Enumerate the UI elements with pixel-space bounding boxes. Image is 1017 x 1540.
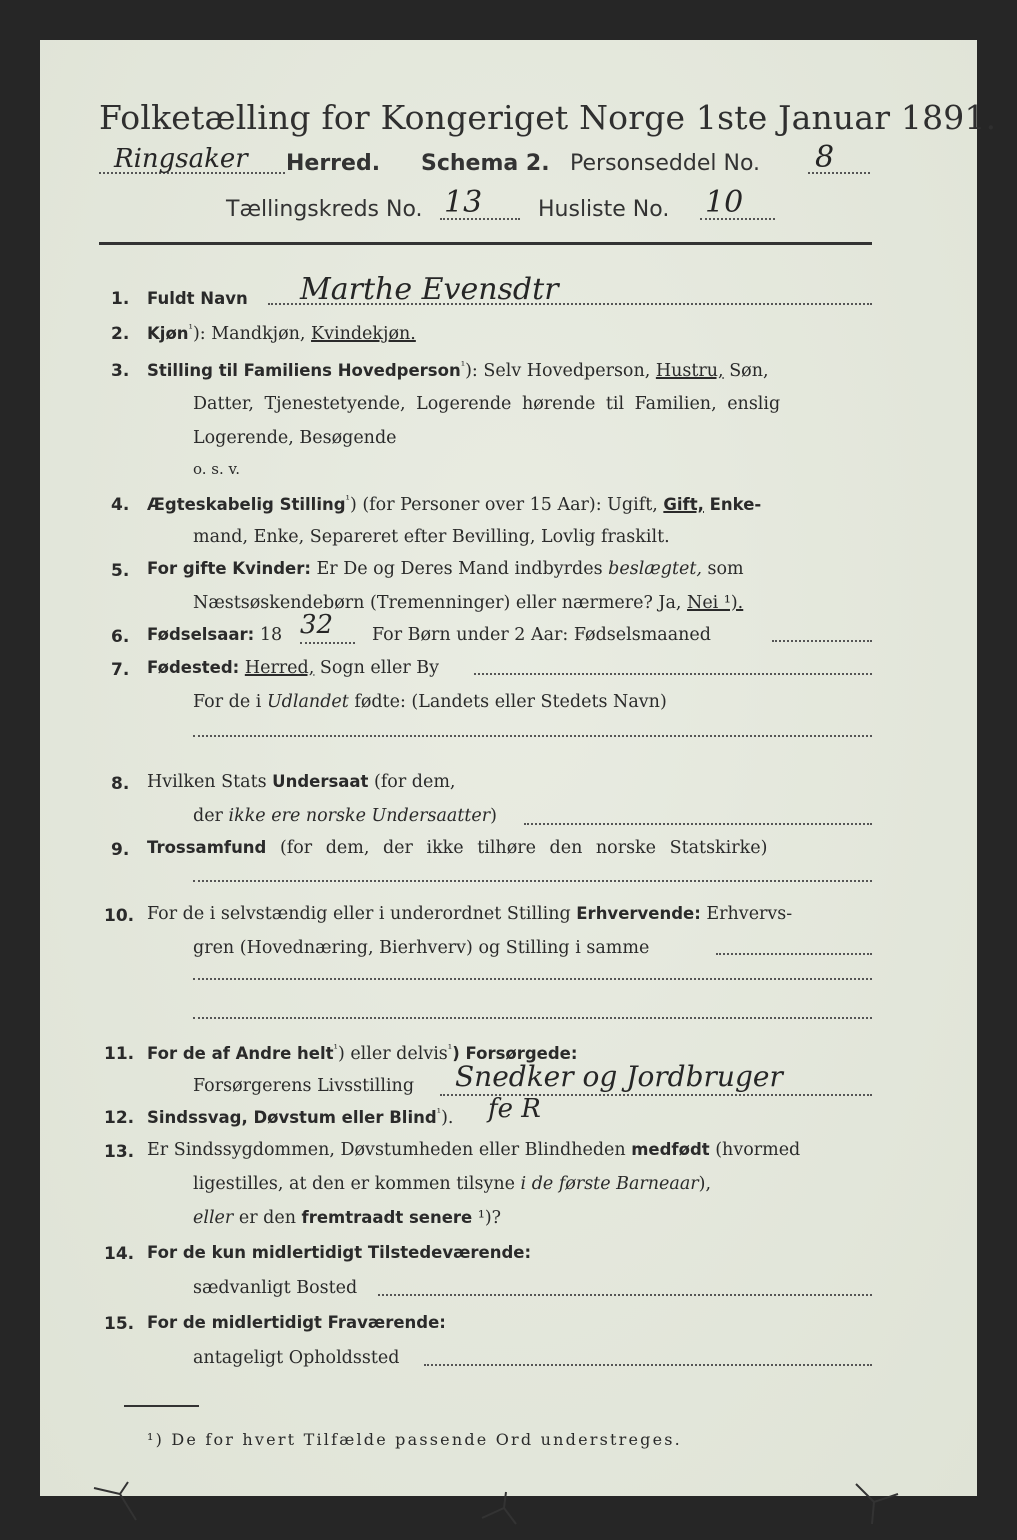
- husliste-dotted-line: [700, 218, 775, 220]
- q9-line-1: Trossamfund (for dem, der ikke tilhøre den norske Statskirke): [147, 838, 768, 858]
- q6-child-label: For Børn under 2 Aar: Fødselsmaaned: [372, 625, 711, 645]
- husliste-label: Husliste No.: [538, 197, 670, 222]
- q8-line-2: der ikke ere norske Undersaatter): [193, 806, 497, 826]
- q7-dotted-line: [474, 673, 872, 675]
- form-title: Folketælling for Kongeriget Norge 1ste Januar 1891.: [99, 98, 997, 137]
- q1-dotted-line: [268, 303, 872, 305]
- husliste-value: 10: [705, 185, 744, 220]
- personseddel-dotted-line: [808, 172, 870, 174]
- q3-line-4: o. s. v.: [193, 460, 240, 478]
- item-number-3: 3.: [111, 361, 130, 381]
- q15-dotted-line: [424, 1364, 872, 1366]
- q13-line-3: eller er den fremtraadt senere ¹)?: [193, 1208, 502, 1228]
- q6-value: 32: [300, 610, 334, 640]
- q1-label: Fuldt Navn: [147, 289, 248, 308]
- item-number-1: 1.: [111, 289, 130, 309]
- q7-line-1: Fødested: Herred, Sogn eller By: [147, 658, 440, 678]
- q14-dotted-line: [378, 1294, 872, 1296]
- q7-dotted-line-2: [193, 735, 872, 737]
- q12-value: fe R: [488, 1094, 541, 1124]
- q4-line-2: mand, Enke, Separeret efter Bevilling, Lovlig fraskilt.: [193, 527, 670, 547]
- q8-line-1: Hvilken Stats Undersaat (for dem,: [147, 772, 456, 792]
- q14-line-2: sædvanligt Bosted: [193, 1278, 358, 1298]
- q12-line-1: Sindssvag, Døvstum eller Blind$^{^1}$).: [147, 1106, 454, 1128]
- schema-label: Schema 2.: [421, 151, 550, 176]
- q7-line-2: For de i Udlandet fødte: (Landets eller Stedets Navn): [193, 692, 667, 712]
- q9-dotted-line: [193, 880, 872, 882]
- item-number-11: 11.: [104, 1044, 135, 1064]
- corner-mark-left: [92, 1480, 152, 1530]
- item-number-6: 6.: [111, 627, 130, 647]
- q11-value: Snedker og Jordbruger: [455, 1060, 783, 1093]
- q14-label: For de kun midlertidigt Tilstedeværende:: [147, 1243, 532, 1262]
- item-number-12: 12.: [104, 1108, 135, 1128]
- census-form-sheet: [40, 40, 977, 1496]
- q13-line-1: Er Sindssygdommen, Døvstumheden eller Blindheden medfødt (hvormed: [147, 1140, 801, 1160]
- q10-dotted-line-3: [193, 1017, 872, 1019]
- item-number-7: 7.: [111, 660, 130, 680]
- corner-mark-center: [478, 1490, 538, 1540]
- q13-line-2: ligestilles, at den er kommen tilsyne i de første Barneaar),: [193, 1174, 712, 1194]
- q2-text: Kjøn$^{^1}$): Mandkjøn, Kvindekjøn.: [147, 322, 416, 344]
- footnote-text: ¹) De for hvert Tilfælde passende Ord understreges.: [147, 1430, 682, 1449]
- item-number-5: 5.: [111, 561, 130, 581]
- q6-dotted-line: [300, 642, 355, 644]
- item-number-4: 4.: [111, 495, 130, 515]
- q11-line-1: For de af Andre helt$^{^1}$) eller delvis$^{^1}$) Forsørgede:: [147, 1042, 578, 1064]
- q8-dotted-line: [524, 823, 872, 825]
- q10-dotted-line-2: [193, 978, 872, 980]
- q4-line-1: Ægteskabelig Stilling$^{^1}$) (for Personer over 15 Aar): Ugift, Gift, Enke-: [147, 493, 762, 515]
- herred-label: Herred.: [286, 151, 381, 176]
- q3-line-2: Datter, Tjenestetyende, Logerende hørende til Familien, enslig: [193, 394, 781, 414]
- corner-mark-right: [852, 1480, 912, 1530]
- kreds-dotted-line: [440, 218, 520, 220]
- item-number-2: 2.: [111, 324, 130, 344]
- kreds-label: Tællingskreds No.: [226, 197, 423, 222]
- personseddel-label: Personseddel No.: [570, 151, 761, 176]
- q3-line-3: Logerende, Besøgende: [193, 428, 397, 448]
- item-number-10: 10.: [104, 906, 135, 926]
- item-number-9: 9.: [111, 840, 130, 860]
- personseddel-value: 8: [815, 140, 835, 175]
- kreds-value: 13: [444, 185, 483, 220]
- q10-dotted-line: [716, 953, 872, 955]
- q15-label: For de midlertidigt Fraværende:: [147, 1313, 446, 1332]
- q15-line-2: antageligt Opholdssted: [193, 1348, 400, 1368]
- q5-line-1: For gifte Kvinder: Er De og Deres Mand indbyrdes beslægtet, som: [147, 559, 744, 579]
- header-rule: [99, 242, 872, 245]
- q5-line-2: Næstsøskendebørn (Tremenninger) eller nærmere? Ja, Nei ¹).: [193, 593, 744, 613]
- q6-line-1: Fødselsaar: 18: [147, 625, 283, 645]
- q10-line-2: gren (Hovednæring, Bierhverv) og Stilling i samme: [193, 938, 650, 958]
- q6-month-dotted-line: [772, 640, 872, 642]
- q11-line-2: Forsørgerens Livsstilling: [193, 1076, 415, 1096]
- q10-line-1: For de i selvstændig eller i underordnet Stilling Erhvervende: Erhvervs-: [147, 904, 793, 924]
- item-number-14: 14.: [104, 1244, 135, 1264]
- item-number-8: 8.: [111, 774, 130, 794]
- footnote-rule: [124, 1405, 199, 1407]
- item-number-13: 13.: [104, 1142, 135, 1162]
- item-number-15: 15.: [104, 1314, 135, 1334]
- q3-line-1: Stilling til Familiens Hovedperson$^{^1}$): Selv Hovedperson, Hustru, Søn,: [147, 359, 769, 381]
- q1-value: Marthe Evensdtr: [300, 272, 559, 307]
- herred-value: Ringsaker: [114, 144, 248, 174]
